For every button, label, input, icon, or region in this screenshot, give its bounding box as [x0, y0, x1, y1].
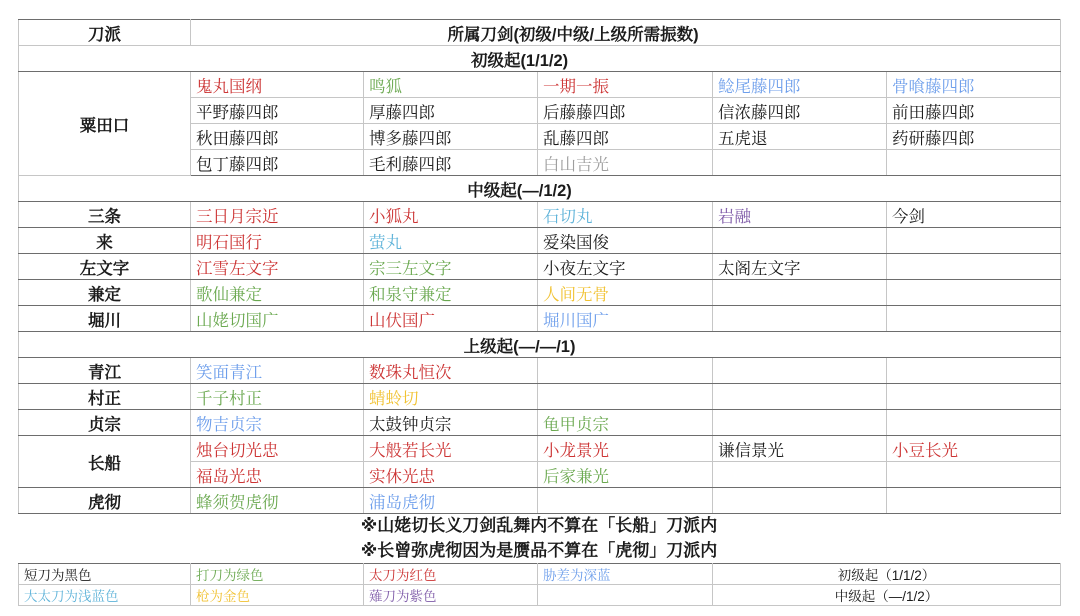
sword-cell: 五虎退 — [713, 124, 887, 150]
sword-cell: 厚藤四郎 — [364, 98, 538, 124]
sword-cell: 人间无骨 — [538, 280, 713, 306]
legend-row — [19, 585, 1061, 606]
sword-cell — [887, 358, 1061, 384]
sword-cell: 千子村正 — [191, 384, 364, 410]
sword-cell — [538, 358, 713, 384]
section-row-beginner — [19, 46, 1061, 72]
sword-cell: 鸣狐 — [364, 72, 538, 98]
table-row — [19, 384, 1061, 410]
sword-cell: 山伏国广 — [364, 306, 538, 332]
sword-cell: 小豆长光 — [887, 436, 1061, 462]
legend-yari: 枪为金色 — [191, 585, 364, 606]
sword-cell: 太阁左文字 — [713, 254, 887, 280]
sword-cell: 后家兼光 — [538, 462, 713, 488]
faction-cell-samonji: 左文字 — [19, 254, 191, 280]
sword-cell: 和泉守兼定 — [364, 280, 538, 306]
sword-cell: 信浓藤四郎 — [713, 98, 887, 124]
sword-cell: 谦信景光 — [713, 436, 887, 462]
sword-cell: 毛利藤四郎 — [364, 150, 538, 176]
sword-faction-table — [18, 19, 1061, 514]
sword-cell: 秋田藤四郎 — [191, 124, 364, 150]
sword-cell: 包丁藤四郎 — [191, 150, 364, 176]
faction-cell-sadamune: 贞宗 — [19, 410, 191, 436]
sword-cell — [713, 228, 887, 254]
faction-cell-rai: 来 — [19, 228, 191, 254]
faction-cell-horikawa: 堀川 — [19, 306, 191, 332]
table-row — [19, 280, 1061, 306]
faction-cell-muramasa: 村正 — [19, 384, 191, 410]
sword-cell: 鬼丸国纲 — [191, 72, 364, 98]
table-row — [19, 228, 1061, 254]
sword-cell: 蜂须贺虎彻 — [191, 488, 364, 514]
sword-cell — [887, 280, 1061, 306]
sword-cell — [713, 462, 887, 488]
sword-cell — [887, 228, 1061, 254]
sword-cell: 堀川国广 — [538, 306, 713, 332]
sword-cell — [713, 410, 887, 436]
sword-cell: 物吉贞宗 — [191, 410, 364, 436]
sword-cell: 实休光忠 — [364, 462, 538, 488]
sword-cell: 今剑 — [887, 202, 1061, 228]
sword-cell: 乱藤四郎 — [538, 124, 713, 150]
footnotes — [18, 514, 1060, 563]
table-row — [19, 306, 1061, 332]
faction-cell-awataguchi: 粟田口 — [19, 72, 191, 176]
sword-cell — [713, 280, 887, 306]
table-row — [19, 410, 1061, 436]
table-row — [19, 254, 1061, 280]
sword-cell: 三日月宗近 — [191, 202, 364, 228]
footnote-osafune: ※山姥切长义刀剑乱舞内不算在「长船」刀派内 — [360, 516, 718, 535]
sword-cell — [538, 384, 713, 410]
sword-cell: 后藤藤四郎 — [538, 98, 713, 124]
sword-cell: 平野藤四郎 — [191, 98, 364, 124]
sword-cell: 白山吉光 — [538, 150, 713, 176]
sword-cell: 石切丸 — [538, 202, 713, 228]
footnote-kotetsu: ※长曾弥虎彻因为是赝品不算在「虎彻」刀派内 — [360, 540, 718, 560]
legend-level-intermediate: 中级起（—/1/2） — [713, 585, 1061, 606]
sword-reference-sheet — [18, 19, 1060, 606]
sword-cell: 福岛光忠 — [191, 462, 364, 488]
sword-cell — [713, 306, 887, 332]
legend-tachi: 太刀为红色 — [364, 564, 538, 585]
legend-uchigatana: 打刀为绿色 — [191, 564, 364, 585]
legend-wakizashi: 胁差为深蓝 — [538, 564, 713, 585]
table-row — [19, 358, 1061, 384]
sword-cell: 博多藤四郎 — [364, 124, 538, 150]
sword-cell: 前田藤四郎 — [887, 98, 1061, 124]
section-title-beginner: 初级起(1/1/2) — [19, 46, 1061, 72]
faction-cell-aoe: 青江 — [19, 358, 191, 384]
faction-cell-kanesada: 兼定 — [19, 280, 191, 306]
sword-cell — [887, 384, 1061, 410]
sword-cell: 萤丸 — [364, 228, 538, 254]
sword-cell — [713, 150, 887, 176]
sword-cell: 大般若长光 — [364, 436, 538, 462]
table-row — [19, 488, 1061, 514]
sword-cell — [887, 462, 1061, 488]
legend-row — [19, 564, 1061, 585]
sword-cell: 笑面青江 — [191, 358, 364, 384]
sword-cell: 小夜左文字 — [538, 254, 713, 280]
sword-cell — [713, 488, 887, 514]
section-title-intermediate: 中级起(—/1/2) — [19, 176, 1061, 202]
sword-cell: 歌仙兼定 — [191, 280, 364, 306]
sword-cell: 龟甲贞宗 — [538, 410, 713, 436]
sword-cell: 数珠丸恒次 — [364, 358, 538, 384]
section-row-advanced — [19, 332, 1061, 358]
table-row — [19, 436, 1061, 462]
legend-level-beginner: 初级起（1/1/2） — [713, 564, 1061, 585]
sword-cell: 爱染国俊 — [538, 228, 713, 254]
legend-tanto: 短刀为黑色 — [19, 564, 191, 585]
sword-cell — [887, 150, 1061, 176]
sword-cell: 小狐丸 — [364, 202, 538, 228]
section-row-intermediate — [19, 176, 1061, 202]
sword-cell: 明石国行 — [191, 228, 364, 254]
sword-cell — [887, 306, 1061, 332]
sword-cell — [887, 488, 1061, 514]
sword-cell: 宗三左文字 — [364, 254, 538, 280]
sword-cell — [713, 358, 887, 384]
color-legend-table — [18, 563, 1061, 606]
sword-cell: 小龙景光 — [538, 436, 713, 462]
sword-cell — [887, 254, 1061, 280]
sword-cell: 浦岛虎彻 — [364, 488, 538, 514]
sword-cell: 江雪左文字 — [191, 254, 364, 280]
legend-naginata: 薙刀为紫色 — [364, 585, 538, 606]
faction-cell-kotetsu: 虎彻 — [19, 488, 191, 514]
sword-cell: 蜻蛉切 — [364, 384, 538, 410]
table-header-row — [19, 20, 1061, 46]
table-row — [19, 72, 1061, 98]
faction-column-header: 刀派 — [19, 20, 191, 46]
sword-cell: 鲶尾藤四郎 — [713, 72, 887, 98]
swords-column-header: 所属刀剑(初级/中级/上级所需振数) — [191, 20, 1061, 46]
faction-cell-osafune: 长船 — [19, 436, 191, 488]
sword-cell: 太鼓钟贞宗 — [364, 410, 538, 436]
sword-cell: 一期一振 — [538, 72, 713, 98]
sword-cell: 山姥切国广 — [191, 306, 364, 332]
sword-cell — [538, 488, 713, 514]
sword-cell: 药研藤四郎 — [887, 124, 1061, 150]
faction-cell-sanjo: 三条 — [19, 202, 191, 228]
table-row — [19, 202, 1061, 228]
legend-oodachi: 大太刀为浅蓝色 — [19, 585, 191, 606]
sword-cell: 烛台切光忠 — [191, 436, 364, 462]
section-title-advanced: 上级起(—/—/1) — [19, 332, 1061, 358]
sword-cell: 岩融 — [713, 202, 887, 228]
sword-cell: 骨喰藤四郎 — [887, 72, 1061, 98]
legend-empty-cell — [538, 585, 713, 606]
sword-cell — [887, 410, 1061, 436]
sword-cell — [713, 384, 887, 410]
